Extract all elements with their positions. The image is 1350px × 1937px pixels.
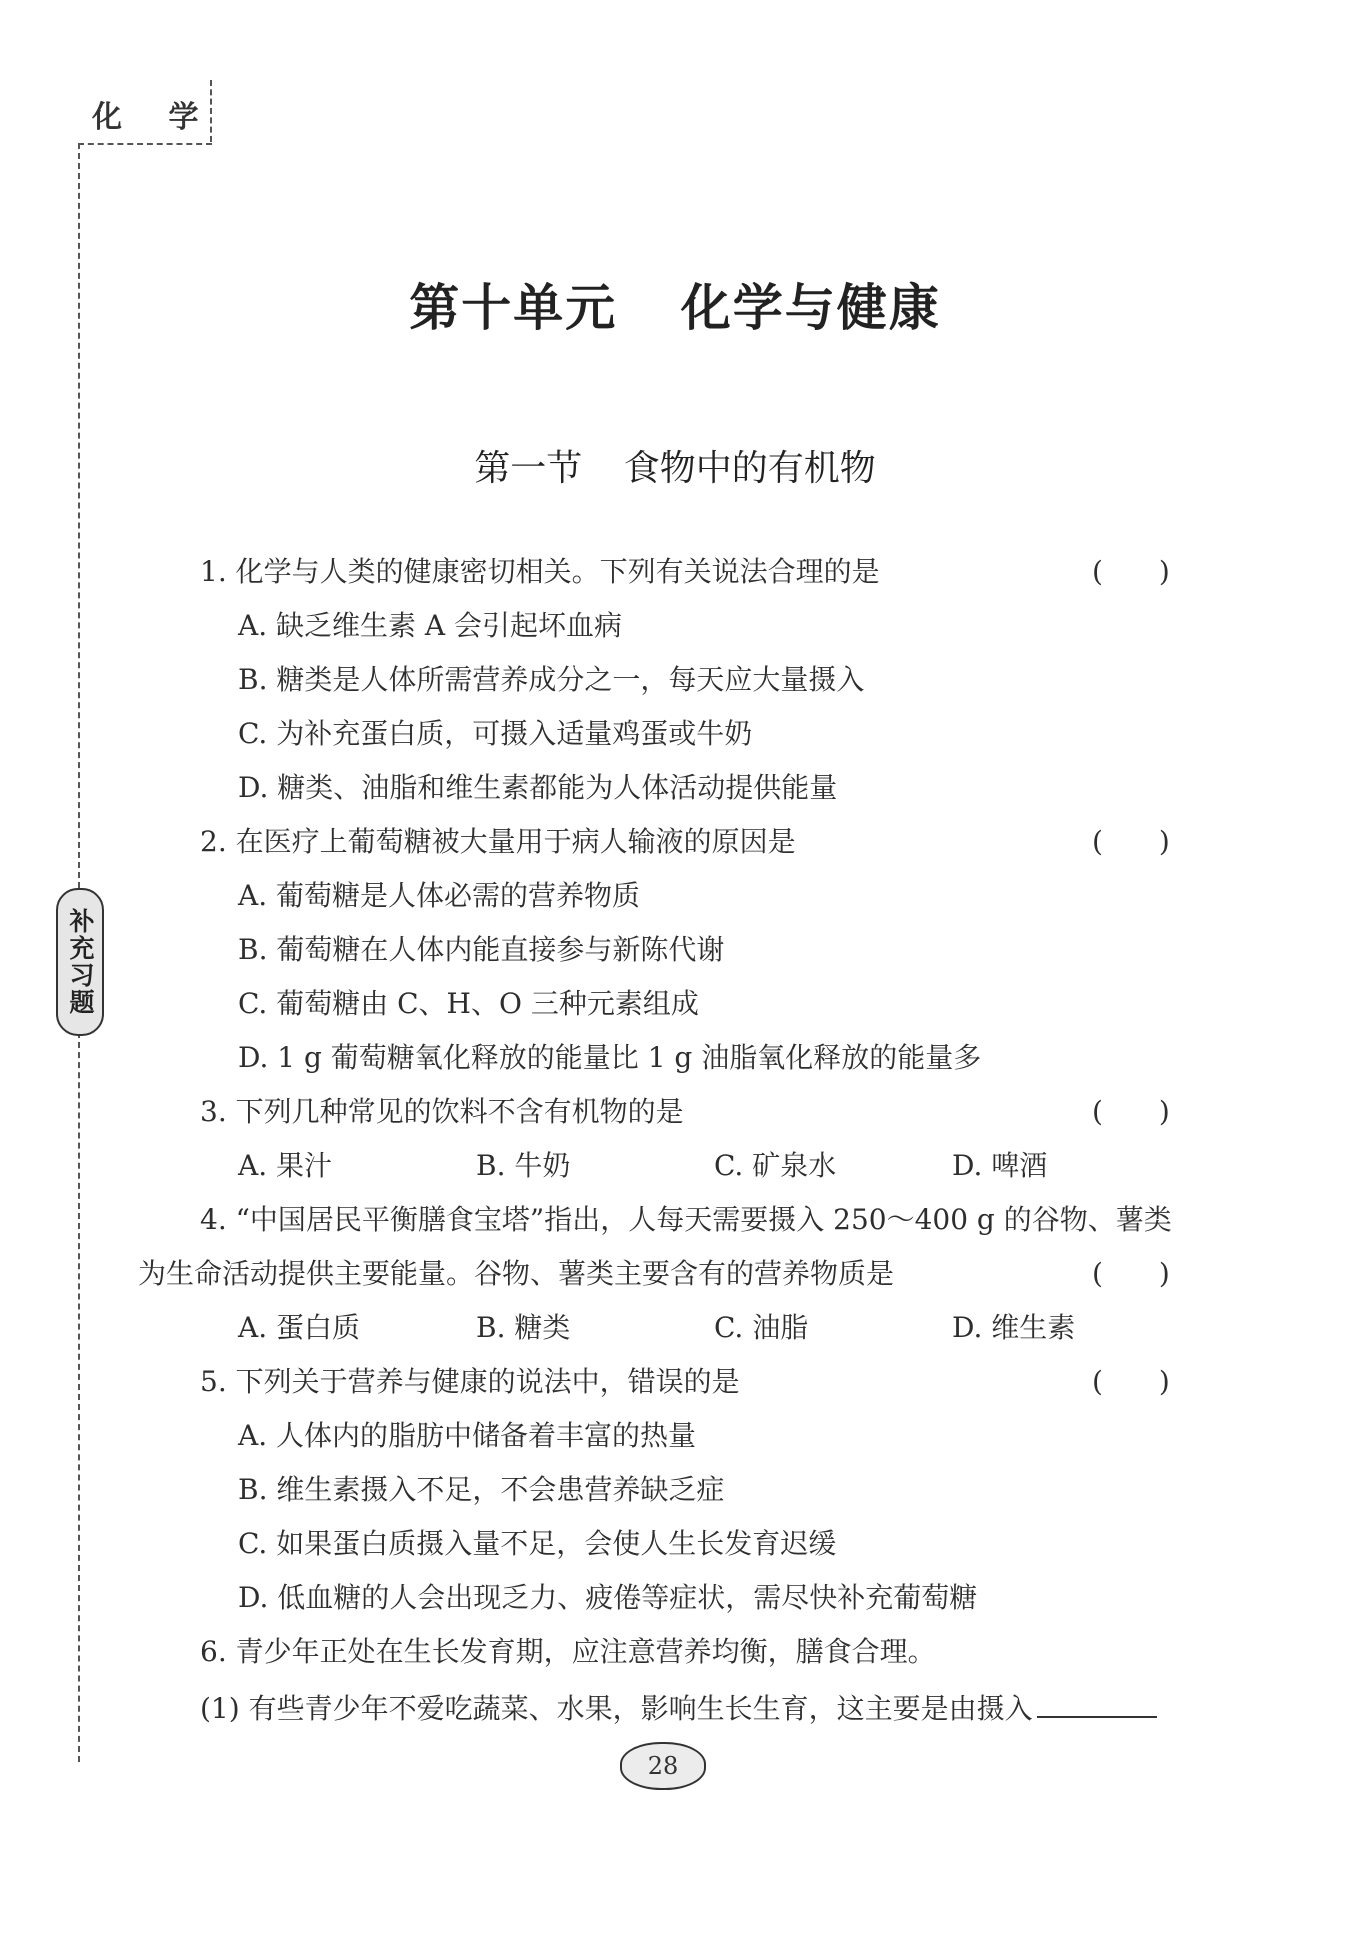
- side-tab-label: 补充习题: [66, 908, 95, 1016]
- question-2-option-d: D. 1 g 葡萄糖氧化释放的能量比 1 g 油脂氧化释放的能量多: [238, 1041, 982, 1074]
- question-2-stem: 2. 在医疗上葡萄糖被大量用于病人输液的原因是: [200, 825, 796, 858]
- question-1-option-a: A. 缺乏维生素 A 会引起坏血病: [238, 609, 623, 642]
- margin-dashed-line: [78, 1032, 80, 1762]
- question-6-stem: 6. 青少年正处在生长发育期，应注意营养均衡，膳食合理。: [200, 1635, 936, 1668]
- question-1-stem: 1. 化学与人类的健康密切相关。下列有关说法合理的是: [200, 555, 880, 588]
- answer-paren: ( ): [1092, 1095, 1170, 1128]
- answer-paren: ( ): [1092, 825, 1170, 858]
- margin-dashed-line: [78, 143, 80, 888]
- question-4-stem-line-1: 4. “中国居民平衡膳食宝塔”指出，人每天需要摄入 250～400 g 的谷物、薯类: [200, 1203, 1172, 1236]
- section-title: 第一节 食物中的有机物: [474, 448, 876, 489]
- question-3-stem: 3. 下列几种常见的饮料不含有机物的是: [200, 1095, 684, 1128]
- question-4-stem-line-2: 为生命活动提供主要能量。谷物、薯类主要含有的营养物质是: [138, 1257, 895, 1290]
- question-6-part-1: [200, 1688, 1157, 1727]
- header-divider-vertical: [210, 80, 212, 142]
- answer-blank[interactable]: [1037, 1688, 1157, 1718]
- question-5-option-d: D. 低血糖的人会出现乏力、疲倦等症状，需尽快补充葡萄糖: [238, 1581, 978, 1614]
- unit-title: 第十单元 化学与健康: [409, 279, 941, 337]
- header-divider-horizontal: [78, 143, 212, 145]
- question-5-option-a: A. 人体内的脂肪中储备着丰富的热量: [238, 1419, 697, 1452]
- page-number-text: 28: [647, 1752, 679, 1780]
- answer-paren: ( ): [1092, 1257, 1170, 1290]
- question-3-option-c: C. 矿泉水: [714, 1149, 837, 1182]
- question-2-option-b: B. 葡萄糖在人体内能直接参与新陈代谢: [238, 933, 725, 966]
- question-4-option-c: C. 油脂: [714, 1311, 809, 1344]
- question-4-option-a: A. 蛋白质: [238, 1311, 361, 1344]
- question-4-option-b: B. 糖类: [476, 1311, 571, 1344]
- subject-header: 化 学: [92, 100, 217, 135]
- question-1-option-b: B. 糖类是人体所需营养成分之一，每天应大量摄入: [238, 663, 865, 696]
- question-2-option-a: A. 葡萄糖是人体必需的营养物质: [238, 879, 641, 912]
- question-1-option-c: C. 为补充蛋白质，可摄入适量鸡蛋或牛奶: [238, 717, 753, 750]
- question-5-option-b: B. 维生素摄入不足，不会患营养缺乏症: [238, 1473, 725, 1506]
- page-number: [620, 1742, 706, 1790]
- question-5-option-c: C. 如果蛋白质摄入量不足，会使人生长发育迟缓: [238, 1527, 837, 1560]
- question-1-option-d: D. 糖类、油脂和维生素都能为人体活动提供能量: [238, 771, 838, 804]
- side-tab: [56, 888, 104, 1036]
- question-3-option-b: B. 牛奶: [476, 1149, 571, 1182]
- question-4-option-d: D. 维生素: [952, 1311, 1076, 1344]
- answer-paren: ( ): [1092, 555, 1170, 588]
- question-3-option-d: D. 啤酒: [952, 1149, 1048, 1182]
- question-6-part-1-text: (1) 有些青少年不爱吃蔬菜、水果，影响生长生育，这主要是由摄入: [200, 1692, 1033, 1725]
- question-2-option-c: C. 葡萄糖由 C、H、O 三种元素组成: [238, 987, 699, 1020]
- answer-paren: ( ): [1092, 1365, 1170, 1398]
- question-5-stem: 5. 下列关于营养与健康的说法中，错误的是: [200, 1365, 740, 1398]
- question-3-option-a: A. 果汁: [238, 1149, 333, 1182]
